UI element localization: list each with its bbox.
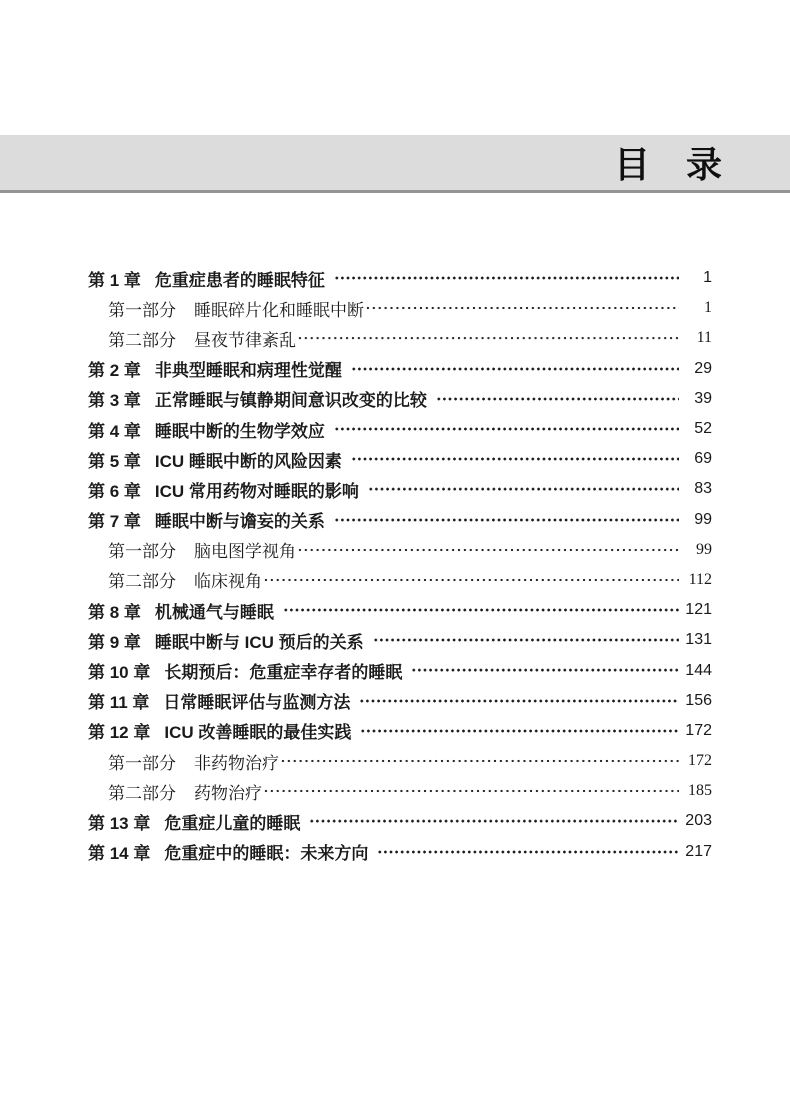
toc-entry-label: 第 10 章 [88, 663, 151, 683]
dotted-leader [351, 444, 679, 474]
toc-entry-page: 131 [685, 631, 712, 649]
toc-entry-title: 睡眠中断与谵妄的关系 [154, 512, 325, 532]
dotted-leader [377, 837, 679, 867]
dotted-leader [351, 354, 679, 384]
toc-entry [88, 565, 712, 595]
toc-entry [88, 474, 712, 504]
header-band [0, 135, 790, 193]
toc-entry-label: 第 6 章 [88, 481, 141, 501]
toc-entry-label: 第 9 章 [88, 632, 141, 652]
toc-entry-page: 185 [688, 782, 712, 800]
toc-list [88, 263, 712, 867]
toc-entry-title: 机械通气与睡眠 [154, 602, 274, 622]
toc-entry-page: 69 [694, 450, 712, 468]
toc-entry-label: 第一部分 [108, 542, 176, 562]
toc-entry-page: 156 [685, 691, 712, 709]
toc-entry-page: 144 [685, 661, 712, 679]
toc-entry-label: 第 3 章 [88, 391, 141, 411]
toc-entry-label: 第 14 章 [88, 844, 151, 864]
dotted-leader [334, 414, 679, 444]
toc-entry-title: ICU 睡眠中断的风险因素 [154, 451, 342, 471]
toc-entry-label: 第二部分 [108, 572, 176, 592]
toc-entry [88, 505, 712, 535]
dotted-leader [359, 686, 679, 716]
toc-entry [88, 625, 712, 655]
toc-entry-title: 长期预后：危重症幸存者的睡眠 [164, 663, 403, 683]
toc-entry [88, 384, 712, 414]
toc-entry-page: 99 [694, 510, 712, 528]
toc-entry-label: 第一部分 [108, 300, 176, 320]
toc-entry [88, 535, 712, 565]
toc-entry [88, 806, 712, 836]
toc-entry-label: 第 4 章 [88, 421, 141, 441]
dotted-leader [436, 384, 679, 414]
toc-entry [88, 293, 712, 323]
toc-entry [88, 746, 712, 776]
toc-entry-title: 危重症中的睡眠：未来方向 [164, 844, 369, 864]
toc-entry-title: 昼夜节律紊乱 [194, 330, 296, 350]
toc-entry-page: 52 [694, 420, 712, 438]
toc-entry-page: 217 [685, 842, 712, 860]
dotted-leader [283, 595, 679, 625]
toc-entry-title: 非药物治疗 [194, 753, 279, 773]
toc-entry-label: 第二部分 [108, 330, 176, 350]
toc-entry-page: 11 [696, 329, 712, 347]
toc-entry [88, 686, 712, 716]
dotted-leader [368, 474, 679, 504]
toc-entry-title: 睡眠中断的生物学效应 [154, 421, 325, 441]
toc-entry-label: 第 8 章 [88, 602, 141, 622]
dotted-leader [309, 806, 679, 836]
toc-entry-page: 83 [694, 480, 712, 498]
toc-entry [88, 414, 712, 444]
toc-entry-title: 日常睡眠评估与监测方法 [163, 693, 351, 713]
toc-entry [88, 776, 712, 806]
toc-entry-page: 112 [688, 570, 712, 588]
toc-entry-title: 危重症患者的睡眠特征 [154, 270, 325, 290]
toc-entry [88, 354, 712, 384]
toc-entry-title: 危重症儿童的睡眠 [164, 813, 301, 833]
toc-entry-page: 172 [688, 752, 712, 770]
toc-entry-label: 第 7 章 [88, 512, 141, 532]
dotted-leader [280, 746, 679, 776]
toc-entry-title: 非典型睡眠和病理性觉醒 [154, 361, 342, 381]
dotted-leader [334, 263, 679, 293]
page-title: 目 录 [613, 145, 722, 185]
toc-entry-title: 睡眠碎片化和睡眠中断 [194, 300, 364, 320]
toc-entry-title: 临床视角 [194, 572, 262, 592]
dotted-leader [297, 535, 679, 565]
toc-entry-title: ICU 常用药物对睡眠的影响 [154, 481, 359, 501]
toc-entry-title: 脑电图学视角 [194, 542, 296, 562]
toc-entry [88, 444, 712, 474]
toc-entry-title: 睡眠中断与 ICU 预后的关系 [154, 632, 364, 652]
dotted-leader [373, 625, 679, 655]
toc-entry [88, 595, 712, 625]
dotted-leader [334, 505, 679, 535]
toc-entry [88, 263, 712, 293]
dotted-leader [263, 776, 679, 806]
toc-entry-page: 1 [704, 299, 712, 317]
toc-entry-page: 1 [703, 269, 712, 287]
toc-entry [88, 655, 712, 685]
dotted-leader [365, 293, 679, 323]
toc-entry-label: 第 5 章 [88, 451, 141, 471]
toc-entry-page: 39 [694, 389, 712, 407]
toc-entry-page: 172 [685, 721, 712, 739]
toc-entry-title: 正常睡眠与镇静期间意识改变的比较 [154, 391, 427, 411]
toc-entry-label: 第 12 章 [88, 723, 151, 743]
toc-entry-label: 第 1 章 [88, 270, 141, 290]
toc-entry-label: 第一部分 [108, 753, 176, 773]
toc-entry-label: 第二部分 [108, 783, 176, 803]
toc-entry [88, 323, 712, 353]
toc-entry-title: 药物治疗 [194, 783, 262, 803]
toc-entry-page: 99 [696, 540, 712, 558]
dotted-leader [360, 716, 679, 746]
toc-entry-page: 203 [685, 812, 712, 830]
dotted-leader [297, 323, 679, 353]
toc-entry [88, 837, 712, 867]
toc-entry-label: 第 11 章 [88, 693, 150, 713]
toc-entry-page: 29 [694, 359, 712, 377]
dotted-leader [411, 655, 679, 685]
toc-entry-label: 第 13 章 [88, 813, 151, 833]
toc-entry-title: ICU 改善睡眠的最佳实践 [164, 723, 352, 743]
toc-entry-page: 121 [685, 601, 712, 619]
toc-entry [88, 716, 712, 746]
toc-entry-label: 第 2 章 [88, 361, 141, 381]
dotted-leader [263, 565, 679, 595]
